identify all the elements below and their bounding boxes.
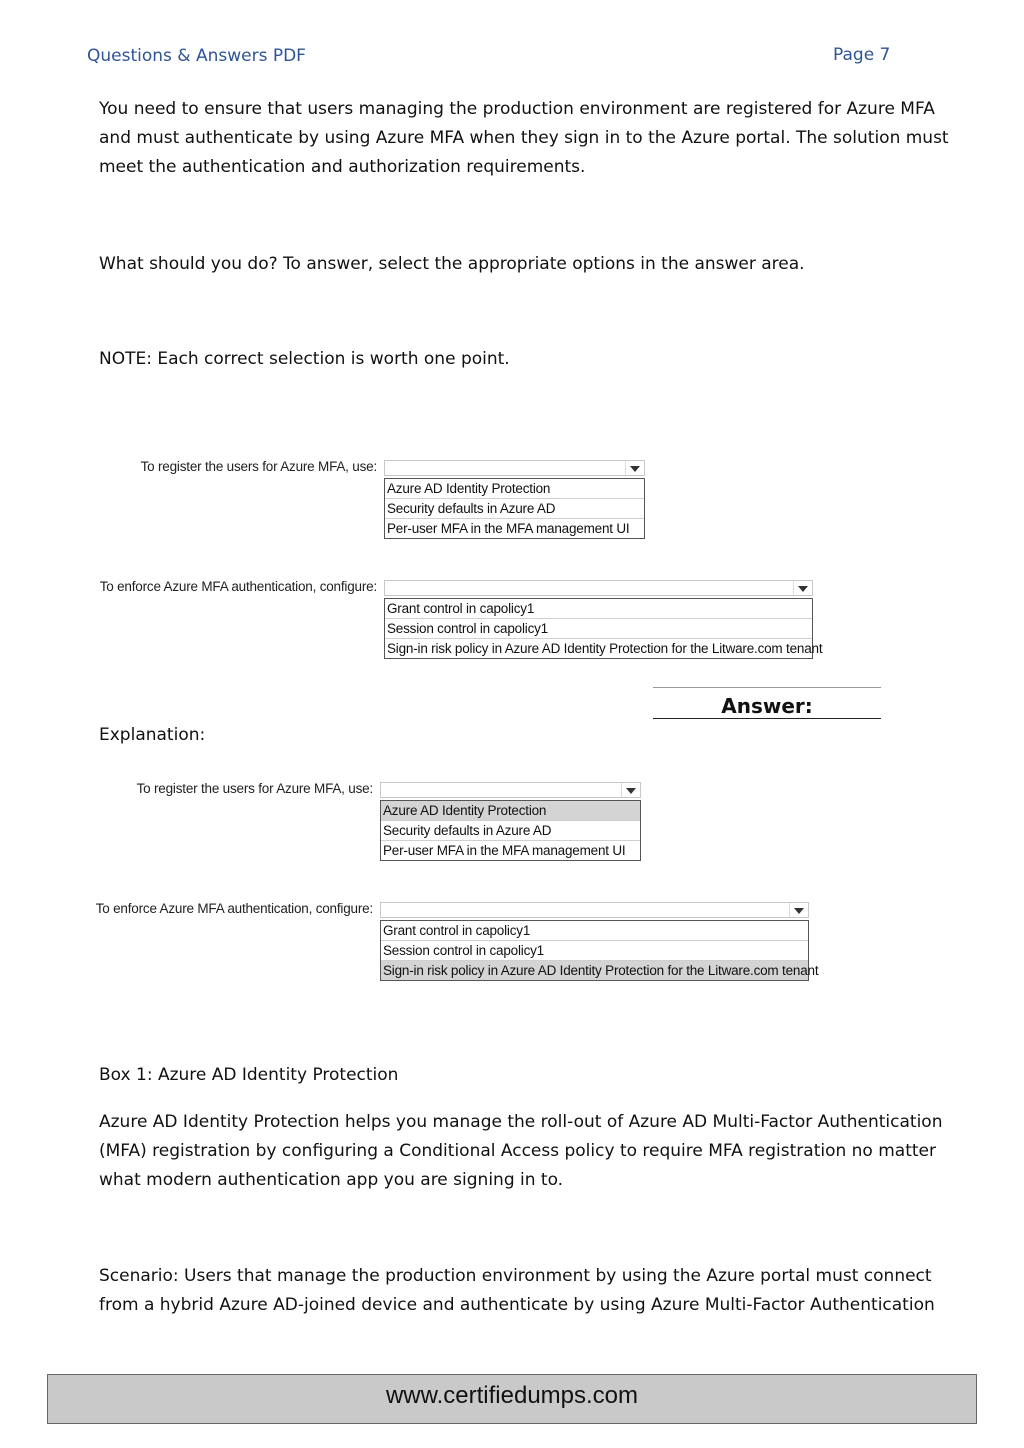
answer-register-options-list [380, 800, 641, 861]
answer-register-dropdown-header[interactable] [380, 782, 641, 798]
question-paragraph: You need to ensure that users managing the production environment are registered for Azure MFA and must authenticate by using Azure MFA when they sign in to the Azure portal. The solution must meet the authentication and authorization requirements. [99, 99, 949, 177]
enforce-option[interactable]: Grant control in capolicy1 [387, 601, 535, 616]
register-options-list [384, 478, 645, 539]
answer-enforce-option[interactable]: Grant control in capolicy1 [383, 923, 531, 938]
enforce-option[interactable]: Sign-in risk policy in Azure AD Identity Protection for the Litware.com tenant [385, 638, 812, 658]
register-dropdown[interactable] [384, 460, 645, 539]
enforce-option[interactable]: Session control in capolicy1 [385, 618, 812, 638]
explanation-label: Explanation: [99, 725, 206, 745]
enforce-dropdown-header[interactable] [384, 580, 813, 596]
answer-register-dropdown[interactable] [380, 782, 641, 861]
footer-banner [47, 1374, 977, 1424]
answer-enforce-option-selected[interactable]: Sign-in risk policy in Azure AD Identity Protection for the Litware.com tenant [381, 960, 808, 980]
answer-register-option-selected[interactable]: Azure AD Identity Protection [381, 801, 640, 820]
answer-register-option[interactable]: Security defaults in Azure AD [381, 820, 640, 840]
identity-protection-paragraph: Azure AD Identity Protection helps you manage the roll-out of Azure AD Multi-Factor Authentication (MFA) registration by configuring a Conditional Access policy to require MFA registration no matter what modern authentication app you are signing in to. [99, 1112, 943, 1190]
register-option[interactable]: Security defaults in Azure AD [385, 498, 644, 518]
footer-url[interactable]: www.certifiedumps.com [385, 1382, 639, 1409]
answer-heading-box [653, 687, 881, 719]
answer-register-option[interactable]: Per-user MFA in the MFA management UI [381, 840, 640, 860]
chevron-down-icon[interactable] [798, 586, 808, 592]
answer-enforce-dropdown-header[interactable] [380, 902, 809, 918]
answer-enforce-dropdown[interactable] [380, 902, 819, 981]
enforce-dropdown[interactable] [384, 580, 823, 659]
note-paragraph: NOTE: Each correct selection is worth one point. [99, 349, 510, 369]
scenario-paragraph: Scenario: Users that manage the production environment by using the Azure portal must connect from a hybrid Azure AD-joined device and authenticate by using Azure Multi-Factor Authentication [99, 1266, 935, 1315]
chevron-down-icon[interactable] [794, 908, 804, 914]
answer-enforce-options-list [380, 920, 819, 981]
chevron-down-icon[interactable] [630, 466, 640, 472]
enforce-options-list [384, 598, 823, 659]
chevron-down-icon[interactable] [626, 788, 636, 794]
page-number: Page 7 [833, 45, 891, 65]
document-header-title: Questions & Answers PDF [87, 46, 306, 66]
enforce-label: To enforce Azure MFA authentication, configure: [99, 579, 377, 594]
answer-enforce-option[interactable]: Session control in capolicy1 [381, 940, 808, 960]
box1-heading: Box 1: Azure AD Identity Protection [99, 1065, 399, 1085]
answer-register-label: To register the users for Azure MFA, use: [136, 781, 373, 796]
answer-heading: Answer: [721, 694, 813, 718]
instruction-paragraph: What should you do? To answer, select the appropriate options in the answer area. [99, 254, 805, 274]
register-dropdown-header[interactable] [384, 460, 645, 476]
register-option[interactable]: Azure AD Identity Protection [387, 481, 551, 496]
register-option[interactable]: Per-user MFA in the MFA management UI [385, 518, 644, 538]
register-label: To register the users for Azure MFA, use: [140, 459, 377, 474]
answer-enforce-label: To enforce Azure MFA authentication, configure: [95, 901, 373, 916]
